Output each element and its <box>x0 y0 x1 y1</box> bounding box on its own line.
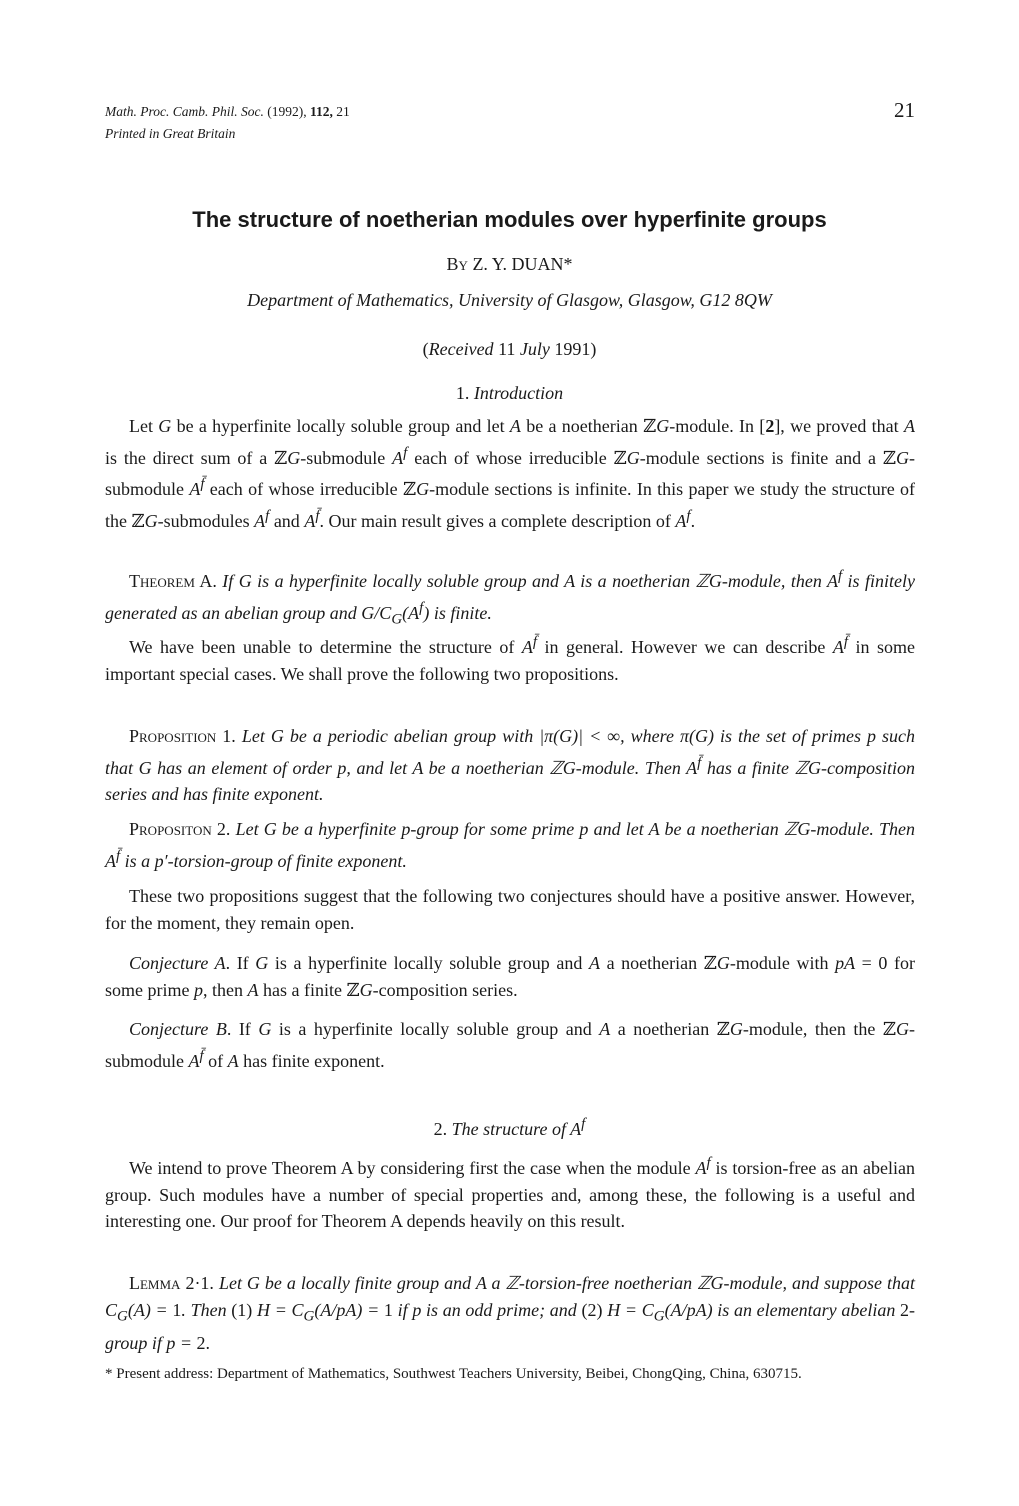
journal-citation: Math. Proc. Camb. Phil. Soc. (1992), 112, 21 Printed in Great Britain <box>105 101 350 145</box>
paragraph-conjectures: These two propositions suggest that the following two conjectures should have a positive answer. However, for the moment, they remain open. <box>105 886 915 933</box>
intro-paragraph: Let G be a hyperfinite locally soluble group and let A be a noetherian ℤG-module. In [2], we proved that A is the direct sum of a ℤG-submodule $A^f$ each of whose irreducible ℤG-module sections is finite and a ℤG-submodule $A^{f̄}$ each of whose irreducible ℤG-module sections is infinite. In this paper we study the structure of the ℤG-submodules $A^f$ and $A^{f̄}$. Our main result gives a complete description of $A^f$. <box>105 416 915 531</box>
section2-paragraph: We intend to prove Theorem A by considering first the case when the module $A^f$ is torsion-free as an abelian group. Such modules have a number of special properties and, among these, the following is a useful and interesting one. Our proof for Theorem A depends heavily on this result. <box>105 1155 916 1232</box>
conjecture-b: Conjecture B. If G is a hyperfinite locally soluble group and A a noetherian ℤG-module, then the ℤG-submodule $A^{f̄}$ of A has finite exponent. <box>105 1019 915 1071</box>
proposition-2: Propositon 2. Let G be a hyperfinite p-group for some prime p and let A be a noetherian ℤG-module. Then $A^{f̄}$ is a p′-torsion-group of finite exponent. <box>105 819 915 871</box>
section-heading-structure: 2. The structure of $A^f$ <box>433 1116 586 1139</box>
conjecture-a: Conjecture A. If G is a hyperfinite locally soluble group and A a noetherian ℤG-module with pA = 0 for some prime p, then A has a finite ℤG-composition series. <box>105 953 915 1000</box>
paper-title: The structure of noetherian modules over hyperfinite groups <box>192 207 827 232</box>
paragraph-describe: We have been unable to determine the structure of $A^{f̄}$ in general. However we can describe $A^{f̄}$ in some important special cases. We shall prove the following two propositions. <box>105 634 915 684</box>
received-date: (Received 11 July 1991) <box>422 339 597 359</box>
proposition-1: Proposition 1. Let G be a periodic abelian group with |π(G)| < ∞, where π(G) is the set of primes p such that G has an element of order p, and let A be a noetherian ℤG-module. Then $A^{f̄}$ has a finite ℤG-composition series and has finite exponent. <box>105 726 915 805</box>
lemma-2-1: Lemma 2·1. Let G be a locally finite group and A a ℤ-torsion-free noetherian ℤG-module, and suppose that $C_G(A) = 1$. Then (1) $H = C_G(A/pA) = 1$ if p is an odd prime; and (2) $H = C_G(A/pA)$ is an elementary abelian 2-group if p = 2. <box>105 1273 916 1353</box>
footnote: * Present address: Department of Mathematics, Southwest Teachers University, Beibei, ChongQing, China, 630715. <box>105 1366 802 1382</box>
printed-note: Printed in Great Britain <box>105 126 236 141</box>
affiliation: Department of Mathematics, University of Glasgow, Glasgow, G12 8QW <box>247 290 772 310</box>
section-heading-introduction: 1. Introduction <box>455 383 564 403</box>
author-line: By Z. Y. DUAN* <box>446 254 573 274</box>
page-number: 21 <box>894 98 915 122</box>
theorem-a: Theorem A. If G is a hyperfinite locally soluble group and A is a noetherian ℤG-module, then $A^f$ is finitely generated as an abelian group and $G/C_G(A^f)$ is finite. <box>105 568 915 628</box>
